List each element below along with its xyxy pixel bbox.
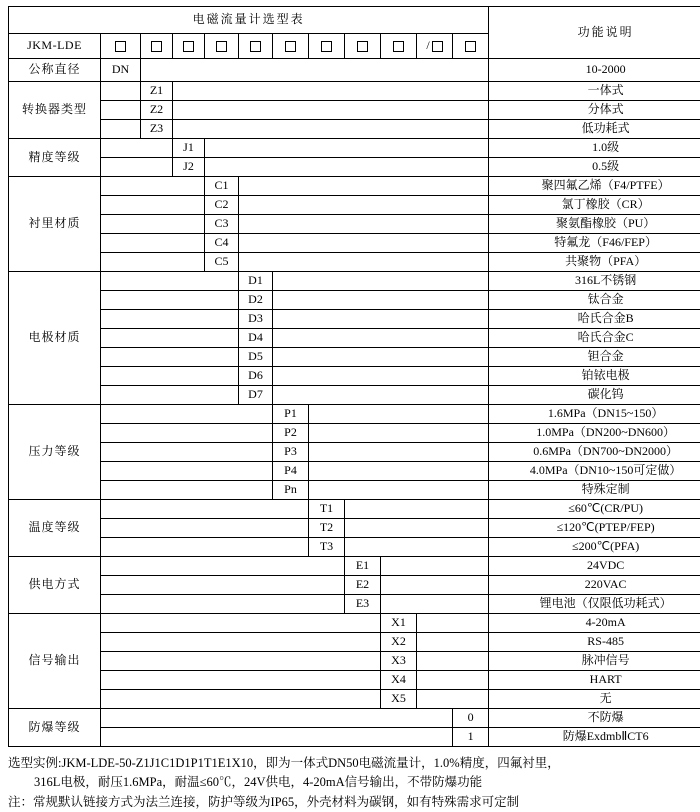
code-liner-c1: C1 [205, 177, 239, 196]
code-temperature-t1: T1 [309, 500, 345, 519]
desc-signal-x1: 4-20mA [489, 614, 700, 633]
code-electrode-d1: D1 [239, 272, 273, 291]
row-pressure-5 [9, 481, 700, 500]
row-electrode-5 [9, 348, 700, 367]
blank-cell [101, 101, 141, 120]
category-label-pressure-rating: 压力等级 [9, 405, 101, 500]
row-pressure-3 [9, 443, 700, 462]
code-pressure-p1: P1 [273, 405, 309, 424]
row-temperature-1 [9, 500, 700, 519]
code-accuracy-j2: J2 [173, 158, 205, 177]
slash-separator: / [426, 39, 429, 53]
blank-cell [101, 671, 381, 690]
code-power-e2: E2 [345, 576, 381, 595]
row-converter-type-3 [9, 120, 700, 139]
desc-electrode-d7: 碳化钨 [489, 386, 700, 405]
code-electrode-d6: D6 [239, 367, 273, 386]
code-signal-x2: X2 [381, 633, 417, 652]
desc-signal-x2: RS-485 [489, 633, 700, 652]
row-electrode-6 [9, 367, 700, 386]
blank-cell [101, 253, 205, 272]
desc-signal-x5: 无 [489, 690, 700, 709]
desc-nominal-diameter: 10-2000 [489, 59, 700, 82]
category-label-signal-output: 信号输出 [9, 614, 101, 709]
row-power-1 [9, 557, 700, 576]
blank-cell [239, 196, 489, 215]
code-signal-x5: X5 [381, 690, 417, 709]
desc-pressure-p3: 0.6MPa（DN700~DN2000） [489, 443, 700, 462]
checkbox-square[interactable] [432, 41, 443, 52]
code-power-e3: E3 [345, 595, 381, 614]
code-box-slash [417, 34, 453, 59]
row-signal-4 [9, 671, 700, 690]
row-power-3 [9, 595, 700, 614]
desc-liner-c5: 共聚物（PFA） [489, 253, 700, 272]
checkbox-square[interactable] [151, 41, 162, 52]
code-box-converter [141, 34, 173, 59]
desc-pressure-p4: 4.0MPa（DN10~150可定做） [489, 462, 700, 481]
desc-explosion-0: 不防爆 [489, 709, 700, 728]
category-label-explosion-proof: 防爆等级 [9, 709, 101, 747]
code-liner-c4: C4 [205, 234, 239, 253]
blank-cell [141, 59, 489, 82]
desc-pressure-p1: 1.6MPa（DN15~150） [489, 405, 700, 424]
row-converter-type-1 [9, 82, 700, 101]
code-converter-z1: Z1 [141, 82, 173, 101]
code-pressure-pn: Pn [273, 481, 309, 500]
row-temperature-2 [9, 519, 700, 538]
blank-cell [381, 595, 489, 614]
desc-converter-z3: 低功耗式 [489, 120, 700, 139]
desc-electrode-d4: 哈氏合金C [489, 329, 700, 348]
blank-cell [345, 519, 489, 538]
row-signal-2 [9, 633, 700, 652]
checkbox-square[interactable] [321, 41, 332, 52]
desc-explosion-1: 防爆ExdmbⅡCT6 [489, 728, 700, 747]
blank-cell [273, 272, 489, 291]
code-accuracy-j1: J1 [173, 139, 205, 158]
code-electrode-d7: D7 [239, 386, 273, 405]
blank-cell [101, 139, 173, 158]
row-liner-1 [9, 177, 700, 196]
code-converter-z3: Z3 [141, 120, 173, 139]
table-title: 电磁流量计选型表 [9, 7, 489, 34]
code-box-temperature [309, 34, 345, 59]
category-label-electrode-material: 电极材质 [9, 272, 101, 405]
code-nominal-diameter: DN [101, 59, 141, 82]
code-liner-c5: C5 [205, 253, 239, 272]
table-header-row [9, 7, 700, 34]
blank-cell [273, 367, 489, 386]
code-signal-x1: X1 [381, 614, 417, 633]
desc-liner-c2: 氯丁橡胶（CR） [489, 196, 700, 215]
blank-cell [101, 196, 205, 215]
row-converter-type-2 [9, 101, 700, 120]
row-pressure-4 [9, 462, 700, 481]
blank-cell [309, 481, 489, 500]
blank-cell [101, 215, 205, 234]
blank-cell [101, 690, 381, 709]
desc-temperature-t1: ≤60℃(CR/PU) [489, 500, 700, 519]
row-explosion-1 [9, 709, 700, 728]
blank-cell [101, 158, 173, 177]
blank-cell [101, 614, 381, 633]
blank-cell [101, 234, 205, 253]
code-box-dn [101, 34, 141, 59]
checkbox-square[interactable] [216, 41, 227, 52]
blank-cell [239, 234, 489, 253]
row-power-2 [9, 576, 700, 595]
row-signal-1 [9, 614, 700, 633]
blank-cell [101, 519, 309, 538]
checkbox-square[interactable] [183, 41, 194, 52]
blank-cell [205, 158, 489, 177]
blank-cell [273, 329, 489, 348]
blank-cell [101, 329, 239, 348]
blank-cell [173, 120, 489, 139]
notes-block [8, 754, 692, 812]
blank-cell [381, 557, 489, 576]
code-signal-x4: X4 [381, 671, 417, 690]
blank-cell [101, 481, 273, 500]
row-temperature-3 [9, 538, 700, 557]
blank-cell [101, 405, 273, 424]
code-box-extra [453, 34, 489, 59]
blank-cell [101, 576, 345, 595]
blank-cell [417, 652, 489, 671]
desc-accuracy-j2: 0.5级 [489, 158, 700, 177]
checkbox-square[interactable] [465, 41, 476, 52]
blank-cell [309, 424, 489, 443]
code-liner-c2: C2 [205, 196, 239, 215]
blank-cell [309, 462, 489, 481]
code-pressure-p2: P2 [273, 424, 309, 443]
blank-cell [101, 272, 239, 291]
blank-cell [101, 500, 309, 519]
checkbox-square[interactable] [115, 41, 126, 52]
blank-cell [205, 139, 489, 158]
row-accuracy-2 [9, 158, 700, 177]
row-electrode-1 [9, 272, 700, 291]
code-box-liner [205, 34, 239, 59]
desc-liner-c4: 特氟龙（F46/FEP） [489, 234, 700, 253]
blank-cell [345, 538, 489, 557]
code-box-power [345, 34, 381, 59]
blank-cell [345, 500, 489, 519]
code-pressure-p3: P3 [273, 443, 309, 462]
function-column-header: 功能说明 [489, 7, 700, 59]
blank-cell [273, 386, 489, 405]
blank-cell [273, 291, 489, 310]
code-temperature-t3: T3 [309, 538, 345, 557]
row-pressure-2 [9, 424, 700, 443]
blank-cell [173, 82, 489, 101]
category-label-temperature-rating: 温度等级 [9, 500, 101, 557]
selection-table [8, 6, 700, 747]
code-liner-c3: C3 [205, 215, 239, 234]
note-example-line1: 选型实例:JKM-LDE-50-Z1J1C1D1P1T1E1X10，即为一体式DN50电磁流量计，1.0%精度，四氟衬里， [8, 754, 692, 773]
desc-power-e3: 锂电池（仅限低功耗式） [489, 595, 700, 614]
row-liner-2 [9, 196, 700, 215]
note-remark: 注：常规默认链接方式为法兰连接，防护等级为IP65，外壳材料为碳钢，如有特殊需求可定制 [8, 793, 692, 812]
desc-accuracy-j1: 1.0级 [489, 139, 700, 158]
desc-pressure-pn: 特殊定制 [489, 481, 700, 500]
desc-converter-z1: 一体式 [489, 82, 700, 101]
row-signal-3 [9, 652, 700, 671]
row-liner-3 [9, 215, 700, 234]
row-accuracy-1 [9, 139, 700, 158]
row-liner-4 [9, 234, 700, 253]
blank-cell [417, 671, 489, 690]
code-explosion-1: 1 [453, 728, 489, 747]
category-label-converter-type: 转换器类型 [9, 82, 101, 139]
model-prefix: JKM-LDE [9, 34, 101, 59]
code-electrode-d5: D5 [239, 348, 273, 367]
category-label-power-supply: 供电方式 [9, 557, 101, 614]
blank-cell [239, 253, 489, 272]
blank-cell [101, 291, 239, 310]
blank-cell [101, 310, 239, 329]
blank-cell [273, 348, 489, 367]
blank-cell [273, 310, 489, 329]
desc-electrode-d5: 钽合金 [489, 348, 700, 367]
code-signal-x3: X3 [381, 652, 417, 671]
code-pressure-p4: P4 [273, 462, 309, 481]
row-electrode-7 [9, 386, 700, 405]
blank-cell [417, 614, 489, 633]
category-label-liner-material: 衬里材质 [9, 177, 101, 272]
blank-cell [309, 405, 489, 424]
desc-converter-z2: 分体式 [489, 101, 700, 120]
desc-electrode-d1: 316L不锈钢 [489, 272, 700, 291]
desc-power-e1: 24VDC [489, 557, 700, 576]
blank-cell [101, 595, 345, 614]
desc-power-e2: 220VAC [489, 576, 700, 595]
category-label-accuracy: 精度等级 [9, 139, 101, 177]
blank-cell [101, 120, 141, 139]
blank-cell [173, 101, 489, 120]
blank-cell [101, 82, 141, 101]
blank-cell [101, 462, 273, 481]
blank-cell [101, 386, 239, 405]
blank-cell [101, 367, 239, 386]
code-converter-z2: Z2 [141, 101, 173, 120]
note-example-line2: 316L电极，耐压1.6MPa，耐温≤60℃，24V供电，4-20mA信号输出，不带防爆功能 [8, 773, 692, 792]
desc-temperature-t2: ≤120℃(PTEP/FEP) [489, 519, 700, 538]
desc-electrode-d6: 铂铱电极 [489, 367, 700, 386]
category-label-nominal-diameter: 公称直径 [9, 59, 101, 82]
code-explosion-0: 0 [453, 709, 489, 728]
blank-cell [101, 633, 381, 652]
blank-cell [239, 215, 489, 234]
checkbox-square[interactable] [285, 41, 296, 52]
row-electrode-3 [9, 310, 700, 329]
blank-cell [101, 709, 453, 728]
desc-pressure-p2: 1.0MPa（DN200~DN600） [489, 424, 700, 443]
code-box-accuracy [173, 34, 205, 59]
checkbox-square[interactable] [393, 41, 404, 52]
row-explosion-2 [9, 728, 700, 747]
blank-cell [309, 443, 489, 462]
desc-liner-c1: 聚四氟乙烯（F4/PTFE） [489, 177, 700, 196]
row-liner-5 [9, 253, 700, 272]
code-temperature-t2: T2 [309, 519, 345, 538]
row-nominal-diameter [9, 59, 700, 82]
row-electrode-2 [9, 291, 700, 310]
desc-temperature-t3: ≤200℃(PFA) [489, 538, 700, 557]
code-electrode-d3: D3 [239, 310, 273, 329]
code-box-pressure [273, 34, 309, 59]
checkbox-square[interactable] [357, 41, 368, 52]
code-electrode-d2: D2 [239, 291, 273, 310]
blank-cell [417, 633, 489, 652]
blank-cell [101, 177, 205, 196]
desc-electrode-d2: 钛合金 [489, 291, 700, 310]
blank-cell [239, 177, 489, 196]
row-signal-5 [9, 690, 700, 709]
blank-cell [101, 443, 273, 462]
desc-liner-c3: 聚氨酯橡胶（PU） [489, 215, 700, 234]
row-pressure-1 [9, 405, 700, 424]
blank-cell [101, 652, 381, 671]
code-box-signal [381, 34, 417, 59]
code-electrode-d4: D4 [239, 329, 273, 348]
blank-cell [101, 557, 345, 576]
desc-electrode-d3: 哈氏合金B [489, 310, 700, 329]
checkbox-square[interactable] [250, 41, 261, 52]
blank-cell [417, 690, 489, 709]
row-electrode-4 [9, 329, 700, 348]
blank-cell [101, 348, 239, 367]
blank-cell [101, 538, 309, 557]
blank-cell [101, 728, 453, 747]
code-power-e1: E1 [345, 557, 381, 576]
desc-signal-x4: HART [489, 671, 700, 690]
code-box-electrode [239, 34, 273, 59]
desc-signal-x3: 脉冲信号 [489, 652, 700, 671]
blank-cell [381, 576, 489, 595]
blank-cell [101, 424, 273, 443]
